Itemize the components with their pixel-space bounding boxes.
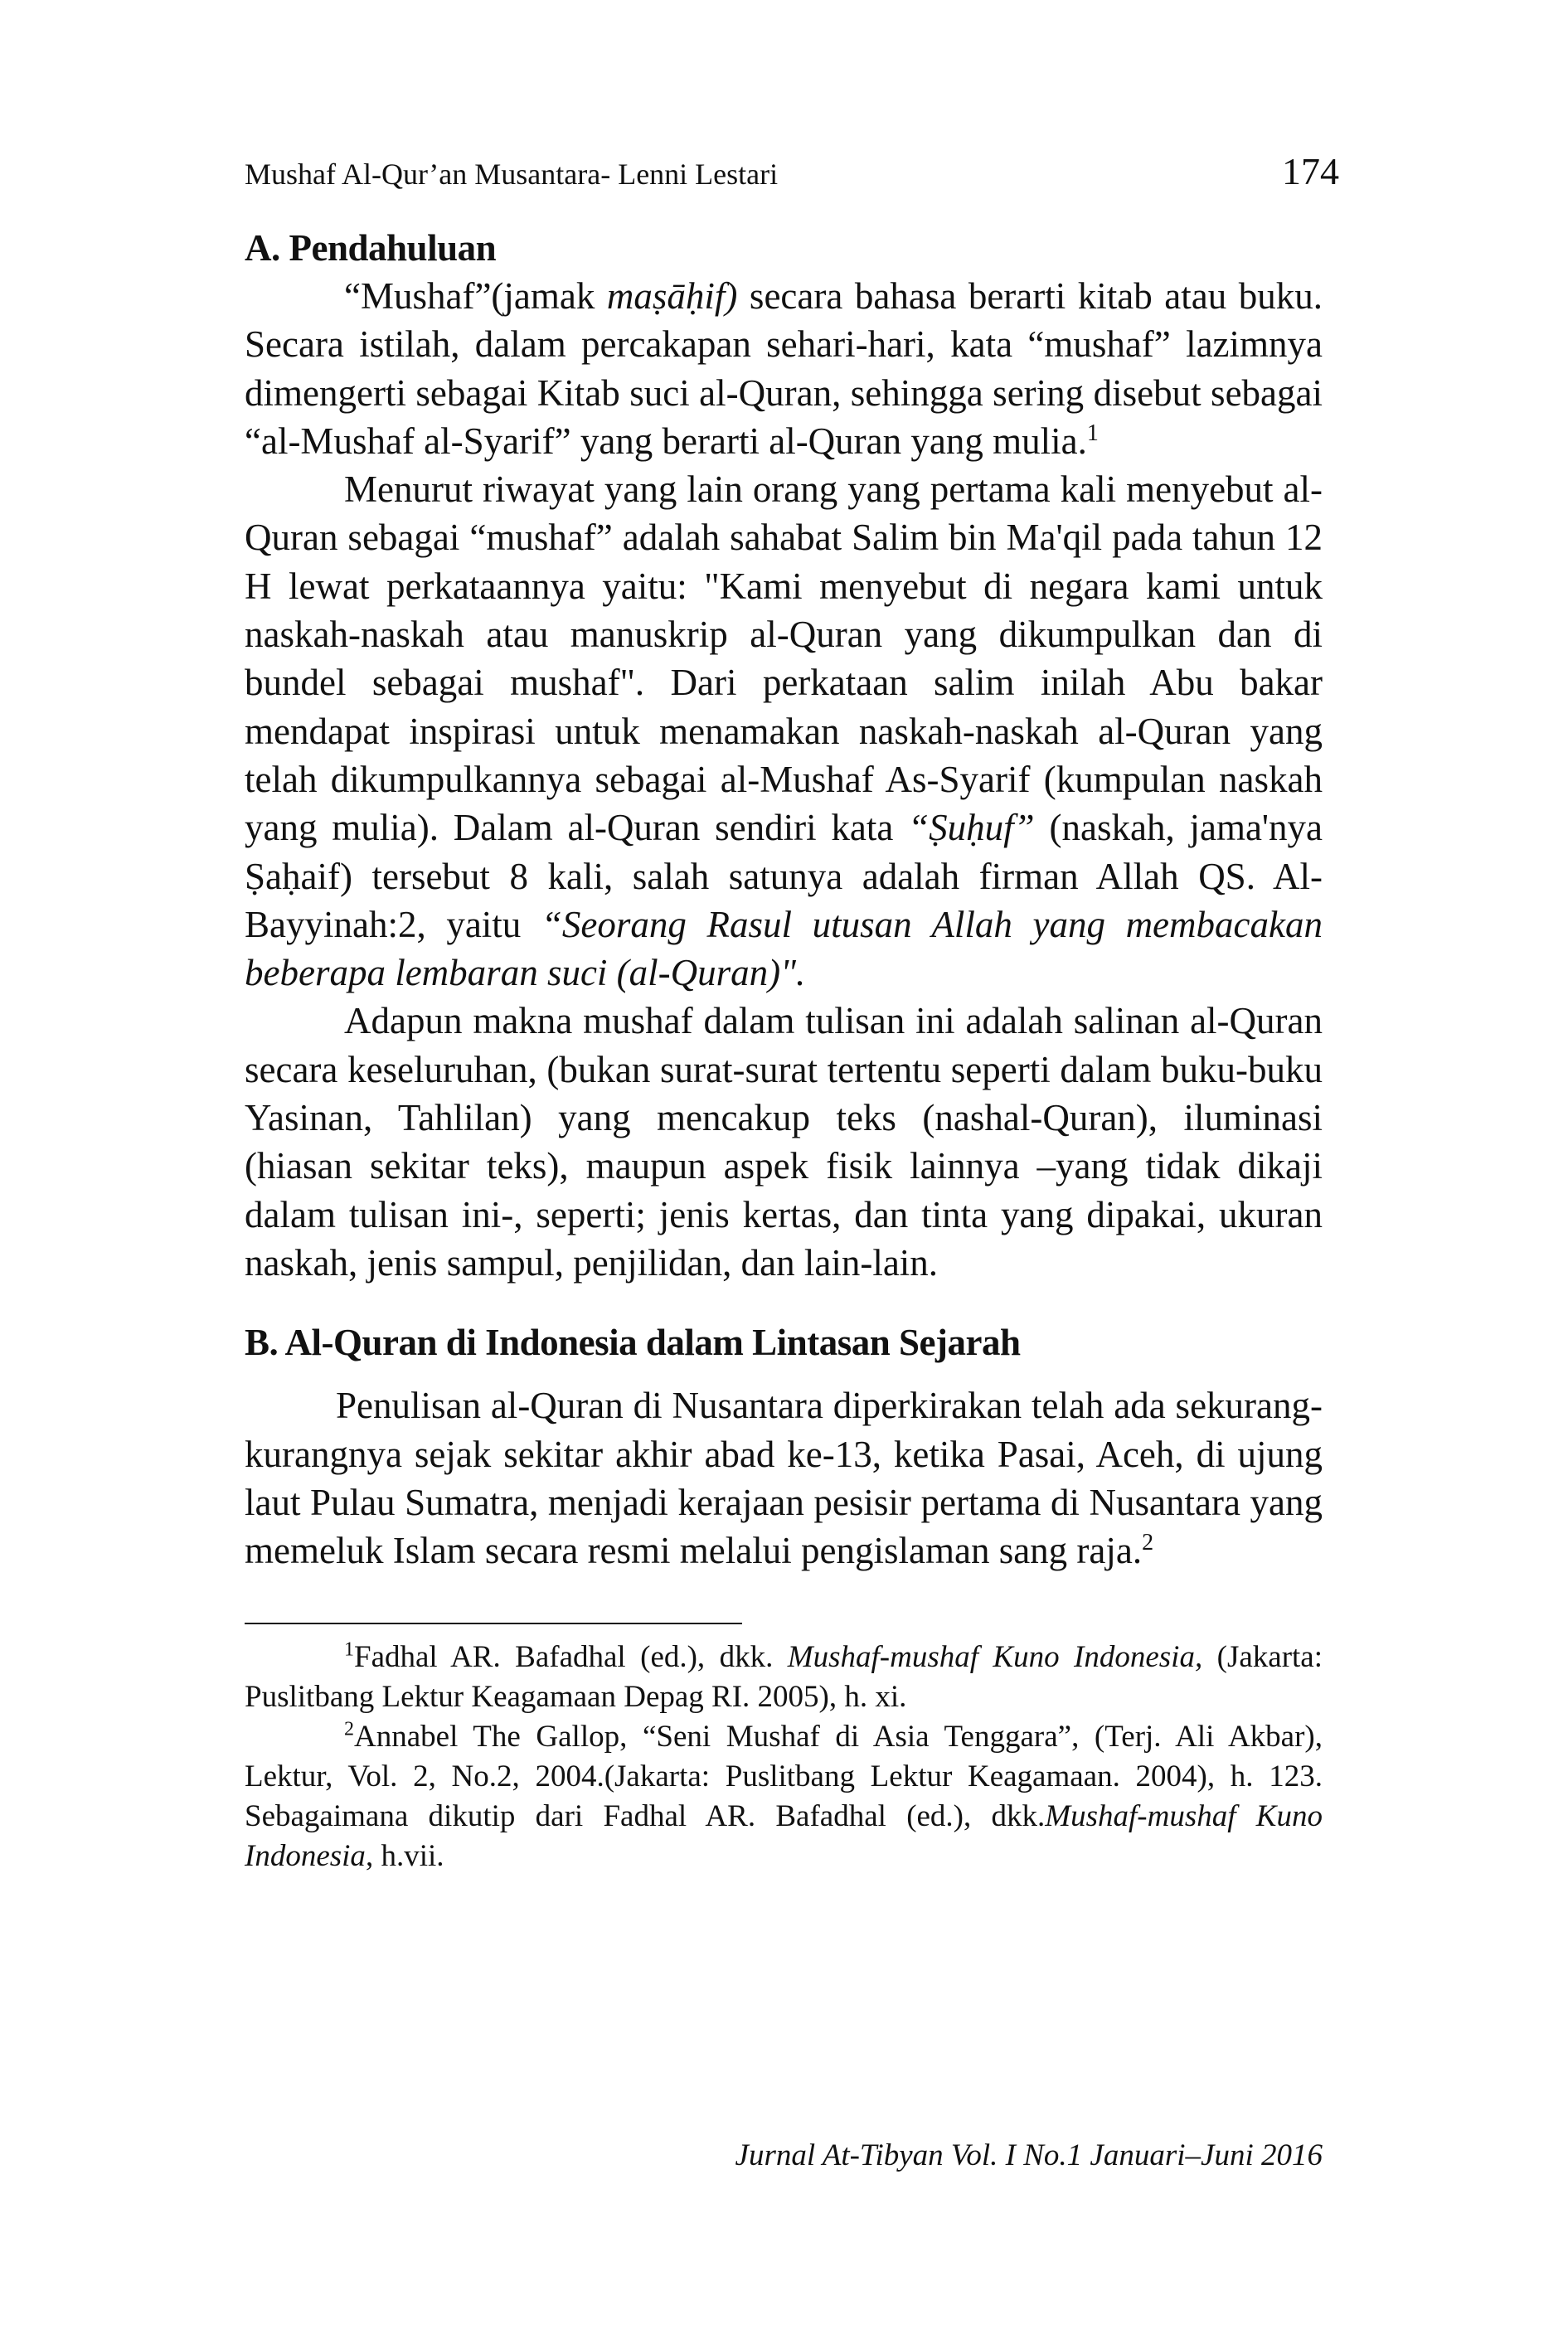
page-number: 174 [1282,150,1339,192]
footnote-text: Fadhal AR. Bafadhal (ed.), dkk. [354,1640,788,1675]
section-a-heading: A. Pendahuluan [245,227,497,269]
footnote-number: 2 [344,1719,354,1741]
footnote-number: 1 [344,1639,354,1662]
footnote-divider [245,1623,742,1624]
section-a-paragraph-1 [245,272,1323,465]
document-page [245,149,1339,1876]
running-header-title: Mushaf Al-Qur’an Musantara- Lenni Lestari [245,158,779,191]
footnote-text: Annabel The Gallop, “Seni Mushaf di Asia Tenggara”, (Terj. Ali Akbar), Lektur, Vol. 2, No.2, 2004.(Jakarta: Puslitbang Lektur Keagamaan. 2004), h. 123. Sebagaimana dikutip dari Fadhal AR. Bafadhal (ed.), dkk. [245,1720,1323,1834]
running-footer: Jurnal At-Tibyan Vol. I No.1 Januari–Juni 2016 [735,2138,1323,2172]
section-a-paragraph-2 [245,465,1323,997]
paragraph-text: secara bahasa berarti kitab atau buku. Secara istilah, dalam percakapan sehari-hari, kata “mushaf” lazimnya dimengerti sebagai Kitab suci al-Quran, sehingga sering disebut sebagai “al-Mushaf al-Syarif” yang berarti al-Quran yang mulia. [245,275,1323,462]
paragraph-text: “Mushaf”(jamak [344,275,607,317]
footnote-text: , h.vii. [365,1839,444,1874]
footnote-italic-title: Mushaf-mushaf Kuno Indonesia, [787,1640,1203,1675]
footnote-reference: 2 [1142,1530,1154,1556]
italic-term: maṣāḥif) [606,275,738,317]
section-a-paragraph-3: Adapun makna mushaf dalam tulisan ini adalah salinan al-Quran secara keseluruhan, (bukan surat-surat tertentu seperti dalam buku-buku Yasinan, Tahlilan) yang mencakup teks (nashal-Quran), iluminasi (hiasan sekitar teks), maupun aspek fisik lainnya –yang tidak dikaji dalam tulisan ini-, seperti; jenis kertas, dan tinta yang dipakai, ukuran naskah, jenis sampul, penjilidan, dan lain-lain. [245,1000,1323,1284]
section-b-heading: B. Al-Quran di Indonesia dalam Lintasan Sejarah [245,1322,1021,1364]
footnote-1 [245,1638,1323,1717]
italic-term: “Ṣuḥuf” [908,807,1035,849]
paragraph-text: Penulisan al-Quran di Nusantara diperkirakan telah ada sekurang-kurangnya sejak sekitar akhir abad ke-13, ketika Pasai, Aceh, di ujung laut Pulau Sumatra, menjadi kerajaan pesisir pertama di Nusantara yang memeluk Islam secara resmi melalui pengislaman sang raja. [245,1385,1323,1572]
footnote-text: (Jakarta: Puslitbang Lektur Keagamaan Depag RI. 2005), h. xi. [245,1640,1323,1715]
section-b-paragraph-1 [245,1381,1323,1575]
footnote-2 [245,1717,1323,1876]
paragraph-text: Menurut riwayat yang lain orang yang pertama kali menyebut al-Quran sebagai “mushaf” adalah sahabat Salim bin Ma'qil pada tahun 12 H lewat perkataannya yaitu: "Kami menyebut di negara kami untuk naskah-naskah atau manuskrip al-Quran yang dikumpulkan dan di bundel sebagai mushaf". Dari perkataan salim inilah Abu bakar mendapat inspirasi untuk menamakan naskah-naskah al-Quran yang telah dikumpulkannya sebagai al-Mushaf As-Syarif (kumpulan naskah yang mulia). Dalam al-Quran sendiri kata [245,468,1323,849]
italic-quote: “Seorang Rasul utusan Allah yang membacakan beberapa lembaran suci (al-Quran)". [245,903,1323,994]
paragraph-text: (naskah, jama'nya Ṣaḥaif) tersebut 8 kali, salah satunya adalah firman Allah QS. Al-Bayyinah:2, yaitu [245,807,1323,945]
footnote-reference: 1 [1086,420,1099,446]
footnote-italic-title: Mushaf-mushaf Kuno Indonesia [245,1799,1323,1874]
running-header [245,149,1339,207]
